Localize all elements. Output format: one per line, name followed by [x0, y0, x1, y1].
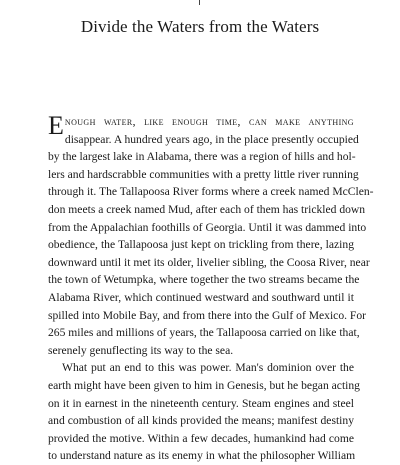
paragraph-2-line-4: and combustion of all kinds provided the means; manifest destiny	[48, 414, 354, 428]
paragraph-2-line-6: to understand nature as its enemy in what the philosopher William	[48, 449, 356, 463]
paragraph-1-line-6: don meets a creek named Mud, after each of them has trickled down	[48, 202, 366, 216]
paragraph-2-line-1: What put an end to this was power. Man's dominion over the	[62, 361, 354, 375]
paragraph-1-line-10: the town of Wetumpka, where together the two streams became the	[48, 273, 360, 287]
paragraph-2-line-2: earth might have been given to him in Genesis, but he began acting	[48, 378, 360, 392]
paragraph-1-line-7: from the Appalachian foothills of Georgia. Until it was dammed into	[48, 220, 367, 234]
paragraph-1-line-2: disappear. A hundred years ago, in the place presently occupied	[64, 132, 359, 146]
paragraph-1-line-14: serenely genuflecting its way to the sea.	[48, 343, 234, 357]
paragraph-1-line-12: spilled into Mobile Bay, and from there into the Gulf of Mexico. For	[48, 308, 367, 322]
paragraph-1-line-13: 265 miles and millions of years, the Tallapoosa carried on like that,	[48, 326, 360, 340]
paragraph-1-line-8: obedience, the Tallapoosa just kept on trickling from there, lazing	[48, 238, 354, 252]
drop-cap: E	[48, 111, 64, 140]
paragraph-1-line-3: by the largest lake in Alabama, there was a region of hills and hol-	[48, 150, 356, 164]
chapter-title: Divide the Waters from the Waters	[80, 17, 320, 36]
paragraph-1-line-11: Alabama River, which continued westward and southward until it	[48, 290, 354, 304]
paragraph-2-line-3: on it in earnest in the nineteenth century. Steam engines and steel	[48, 396, 354, 410]
lead-in-small-caps: nough water, like enough time, can make anything	[64, 115, 354, 128]
paragraph-1-line-9: downward until it met its older, livelier sibling, the Coosa River, near	[48, 255, 370, 269]
paragraph-2-line-5: provided the motive. Within a few decades, humankind had come	[48, 431, 354, 445]
page-top-mark	[199, 0, 200, 5]
body-text	[48, 111, 374, 465]
paragraph-1-line-5: through it. The Tallapoosa River forms where a creek named McClen-	[48, 185, 374, 199]
paragraph-1-line-4: lers and hardscrabble communities with a pretty little river running	[48, 167, 359, 181]
